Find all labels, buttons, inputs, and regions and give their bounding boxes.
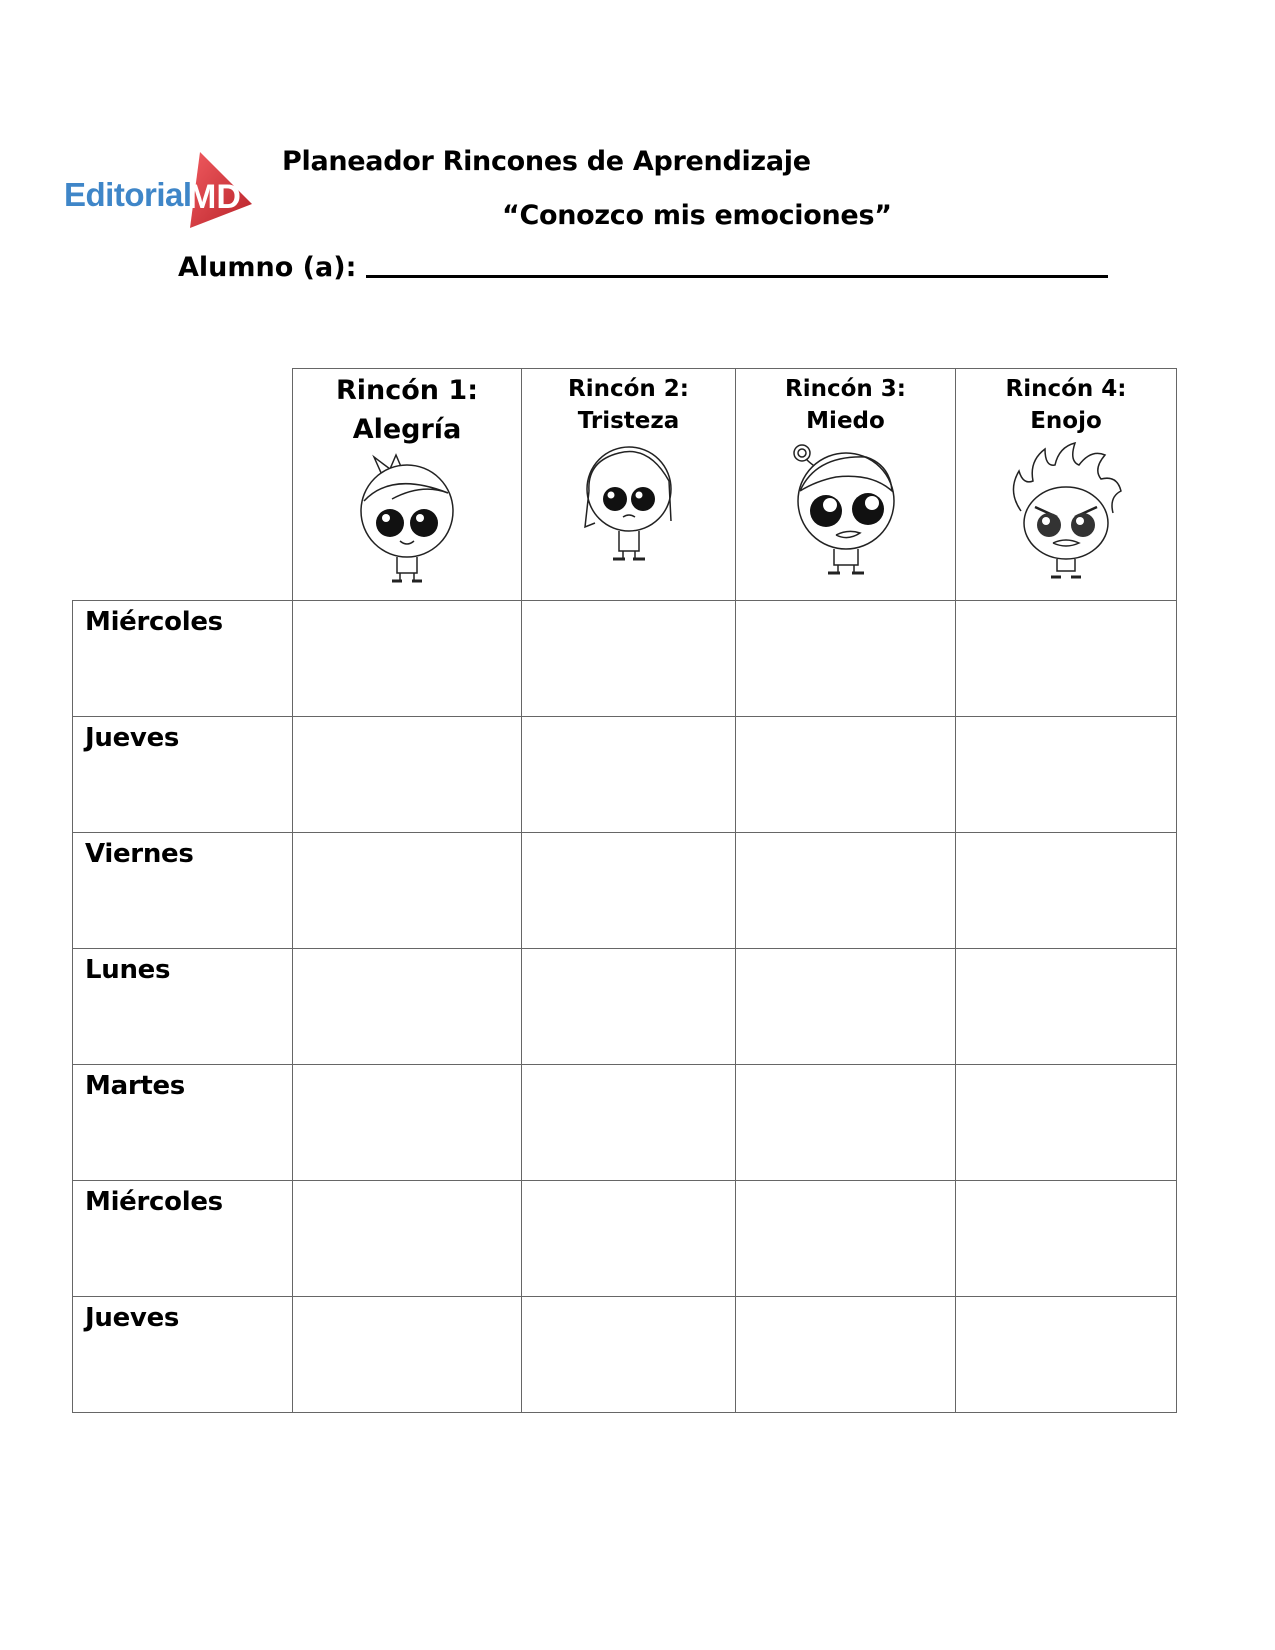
day-label: Martes	[85, 1071, 185, 1101]
corner-emotion: Alegría	[352, 414, 462, 445]
activity-cell-corner-3[interactable]	[736, 1181, 956, 1297]
activity-cell-corner-3[interactable]	[736, 601, 956, 717]
student-name-input-line[interactable]	[366, 275, 1108, 278]
day-row	[73, 601, 1177, 717]
corner-label: Rincón 4:	[1005, 376, 1127, 402]
activity-cell-corner-1[interactable]	[293, 1065, 522, 1181]
day-cell	[73, 717, 293, 833]
day-label: Lunes	[85, 955, 171, 985]
corner-label: Rincón 1:	[335, 375, 479, 406]
corner-label: Rincón 3:	[785, 376, 906, 402]
activity-cell-corner-1[interactable]	[293, 717, 522, 833]
activity-cell-corner-2[interactable]	[522, 1297, 736, 1413]
student-name-field	[178, 252, 1108, 283]
planner-table	[72, 368, 1177, 1413]
corner-emotion: Miedo	[806, 408, 885, 434]
activity-cell-corner-2[interactable]	[522, 1181, 736, 1297]
md-logo-mark-icon	[182, 150, 254, 230]
activity-cell-corner-3[interactable]	[736, 1065, 956, 1181]
day-row	[73, 1065, 1177, 1181]
page-title: Planeador Rincones de Aprendizaje	[282, 146, 811, 177]
day-cell	[73, 833, 293, 949]
activity-cell-corner-1[interactable]	[293, 833, 522, 949]
editorial-md-logo	[64, 150, 254, 230]
day-row	[73, 833, 1177, 949]
activity-cell-corner-4[interactable]	[956, 833, 1177, 949]
logo-text: Editorial	[64, 176, 192, 213]
day-row	[73, 1297, 1177, 1413]
day-row	[73, 949, 1177, 1065]
activity-cell-corner-3[interactable]	[736, 833, 956, 949]
day-row	[73, 1181, 1177, 1297]
activity-cell-corner-2[interactable]	[522, 833, 736, 949]
corner-emotion: Enojo	[1030, 408, 1102, 434]
day-cell	[73, 1065, 293, 1181]
activity-cell-corner-4[interactable]	[956, 949, 1177, 1065]
day-cell	[73, 601, 293, 717]
day-label: Jueves	[85, 1303, 180, 1333]
corners-header-row	[73, 369, 1177, 601]
page-subtitle: “Conozco mis emociones”	[502, 200, 892, 231]
activity-cell-corner-1[interactable]	[293, 1297, 522, 1413]
day-cell	[73, 1181, 293, 1297]
corner-emotion: Tristeza	[577, 408, 680, 434]
activity-cell-corner-3[interactable]	[736, 949, 956, 1065]
joy-character-icon	[352, 453, 462, 593]
student-label: Alumno (a):	[178, 252, 357, 283]
day-label: Viernes	[85, 839, 194, 869]
activity-cell-corner-4[interactable]	[956, 1297, 1177, 1413]
activity-cell-corner-3[interactable]	[736, 1297, 956, 1413]
activity-cell-corner-4[interactable]	[956, 601, 1177, 717]
day-cell	[73, 949, 293, 1065]
day-label: Miércoles	[85, 607, 223, 637]
corner-header-2	[522, 369, 736, 601]
anger-character-icon	[1001, 441, 1131, 581]
activity-cell-corner-2[interactable]	[522, 1065, 736, 1181]
empty-corner-cell	[73, 369, 293, 601]
fear-character-icon	[786, 441, 906, 581]
corner-label: Rincón 2:	[568, 376, 689, 402]
day-label: Miércoles	[85, 1187, 223, 1217]
activity-cell-corner-2[interactable]	[522, 949, 736, 1065]
activity-cell-corner-1[interactable]	[293, 1181, 522, 1297]
activity-cell-corner-4[interactable]	[956, 1181, 1177, 1297]
logo-mark-text: MD	[188, 178, 241, 216]
activity-cell-corner-1[interactable]	[293, 601, 522, 717]
activity-cell-corner-2[interactable]	[522, 601, 736, 717]
activity-cell-corner-3[interactable]	[736, 717, 956, 833]
activity-cell-corner-1[interactable]	[293, 949, 522, 1065]
day-label: Jueves	[85, 723, 180, 753]
activity-cell-corner-4[interactable]	[956, 1065, 1177, 1181]
activity-cell-corner-2[interactable]	[522, 717, 736, 833]
day-cell	[73, 1297, 293, 1413]
corner-header-4	[956, 369, 1177, 601]
activity-cell-corner-4[interactable]	[956, 717, 1177, 833]
corner-header-3	[736, 369, 956, 601]
day-row	[73, 717, 1177, 833]
sadness-character-icon	[579, 441, 679, 569]
corner-header-1	[293, 369, 522, 601]
